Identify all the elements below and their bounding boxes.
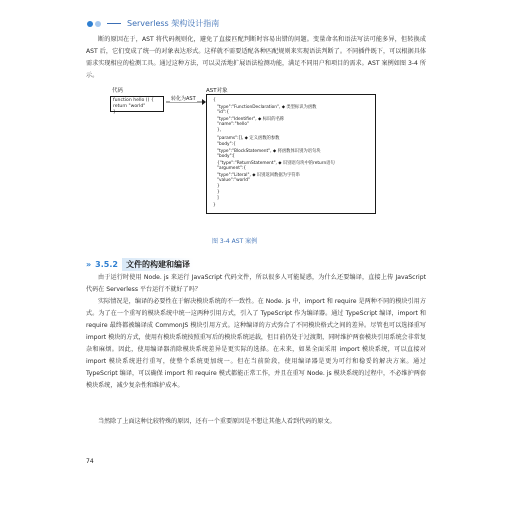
ast-line: "type":"Identifier", ◆ 标识的名称	[217, 117, 285, 122]
code-box	[110, 96, 164, 115]
header-title: Serverless 架构设计指南	[127, 19, 220, 28]
ast-line: }	[217, 184, 220, 189]
code-line: return "world"	[113, 104, 146, 109]
ast-line: "type":"BlockStatement", ◆ 将函数体识别为语句块	[217, 149, 321, 154]
ast-line: "type":"Literal", ◆ 识别返回数据为字符串	[217, 173, 300, 178]
ast-line: "value":"world"	[217, 178, 250, 183]
ast-line: "type":"FunctionDeclaration", ◆ 类型标识为函数	[217, 105, 317, 110]
ast-line: {	[213, 98, 216, 103]
paragraph-3: 实际情况是，编译的必要性在于解决模块系统的不一致性。在 Node. js 中，import 和 require 是两种不同的模块引用方式。为了在一个重写的模块系统中统一这两种引用方式，引入了 TypeScript 作为编译器。通过 TypeScript 编译，import 和 require 最终都被编译成 CommonJS 模块引用方式。这种编译的方式弥合了不同模块格式之间的差异。尽管也可以选择重写 import 模块的方式，使用有模块系统按照重写后的模块系统运载，但目前仍处于过渡期，同时维护两套模块引用系统会非常复杂和麻烦。因此，使用编译器消除模块系统差异是更实际的选择。在未来，如果全面采用 import 模块系统，可以直接对 import 模块系统进行重写，使整个系统更加统一。但在当前阶段，使用编译器是更为可行和稳妥的解决方案。通过 TypeScript 编译，可以确保 import 和 require 模式都能正常工作，并且在重写 Node. js 模块系统的过程中，不必维护两套模块系统，减少复杂性和维护成本。	[86, 298, 426, 389]
section-number: 3.5.2	[95, 260, 118, 269]
ast-line: "name":"hello"	[217, 122, 249, 127]
code-label: 代码	[112, 88, 124, 94]
ast-line: {"type":"ReturnStatement", ◆ 识别语句块中的return语句	[217, 161, 335, 166]
section-title: 文件的构建和编译	[122, 258, 194, 271]
ornament-dot-icon	[87, 21, 93, 27]
ast-line: "body":[	[217, 154, 235, 159]
ast-line: "body":{	[217, 142, 236, 147]
section-heading	[86, 258, 194, 271]
ast-box	[206, 94, 376, 214]
code-line: function hello () {	[113, 98, 154, 103]
ast-label: AST对象	[206, 88, 228, 94]
ast-line: "params":[], ◆ 定义函数的参数	[217, 136, 280, 141]
ast-line: }	[213, 203, 216, 208]
ast-line: "argument":{	[217, 166, 247, 171]
ast-line: }	[217, 190, 220, 195]
header-ornament	[87, 21, 101, 27]
paragraph-2: 由于运行时使用 Node. js 来运行 JavaScript 代码文件，所以很多人可能疑惑，为什么还要编译，直接上传 JavaScript 代码在 Serverless 平台运行不就好了吗？	[86, 274, 426, 293]
ast-line: ]	[217, 196, 219, 201]
paragraph-4: 当然除了上面这种比较特殊的原因，还有一个重要原因是不想让其他人看到代码的原文。	[98, 418, 336, 425]
running-header	[87, 18, 219, 29]
ast-line: },	[217, 128, 222, 133]
page-number: 74	[86, 458, 94, 465]
double-chevron-icon: »	[86, 260, 92, 269]
code-line: }	[113, 110, 116, 115]
header-rule	[107, 23, 121, 24]
arrow-label: 转化为AST	[171, 96, 196, 102]
ast-line: "id":{	[217, 110, 230, 115]
paragraph-1: 断的原因在于，AST 将代码规则化，避免了直接匹配判断时容易出错的问题。变量命名和语法写法可能多异，但转换成 AST 后，它们变成了统一的对象表达形式。这样就不需要适配各种匹配规则来实现语法判断了。不同插件既下，可以根据具体需求实现相应的检测工具。通过这种方法，可以灵活地扩展语法检测功能，满足不同用户和项目的需求。AST 案例如图 3-4 所示。	[86, 36, 426, 79]
figure-3-4	[110, 78, 378, 228]
figure-caption: 图 3-4 AST 案例	[212, 238, 258, 245]
ornament-dot-icon	[95, 21, 101, 27]
